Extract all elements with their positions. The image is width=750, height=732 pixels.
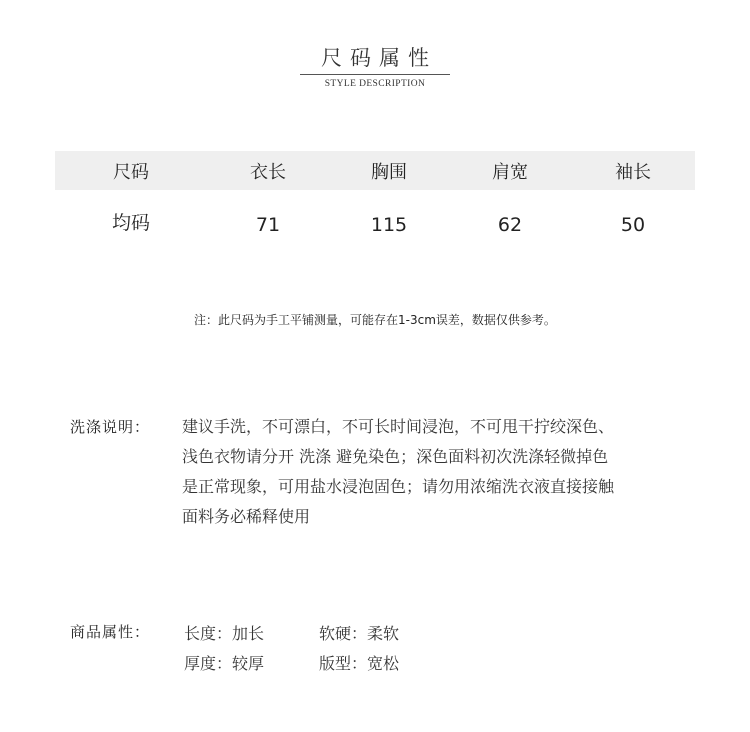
- attribute-softness: 软硬：柔软: [319, 623, 400, 643]
- attribute-row: [184, 617, 454, 647]
- size-table: [55, 151, 695, 260]
- washing-line: 浅色衣物请分开 洗涤 避免染色；深色面料初次洗涤轻微掉色: [182, 447, 609, 466]
- row-cell-size: 均码: [111, 211, 150, 234]
- row-cell-chest: 115: [370, 214, 408, 236]
- washing-label: 洗涤说明：: [70, 418, 151, 436]
- washing-line: 面料务必稀释使用: [182, 507, 311, 526]
- header-cell-size: 尺码: [113, 161, 149, 183]
- title-divider: [300, 74, 450, 75]
- attribute-thickness: 厚度：较厚: [184, 653, 265, 673]
- washing-instructions: [182, 412, 682, 532]
- row-cell-sleeve: 50: [620, 214, 646, 236]
- washing-line: 建议手洗，不可漂白，不可长时间浸泡，不可甩干拧绞深色、: [182, 417, 615, 436]
- page-subtitle: STYLE DESCRIPTION: [324, 79, 426, 89]
- row-cell-length: 71: [255, 214, 281, 236]
- attributes-label: 商品属性：: [70, 623, 151, 641]
- attribute-length: 长度：加长: [184, 623, 265, 643]
- header-cell-shoulder: 肩宽: [492, 161, 528, 183]
- measurement-note: 注：此尺码为手工平铺测量，可能存在1-3cm误差，数据仅供参考。: [194, 313, 556, 327]
- header-cell-length: 衣长: [250, 161, 286, 183]
- attribute-row: [184, 647, 454, 677]
- header-cell-chest: 胸围: [371, 161, 407, 183]
- attributes-grid: [184, 617, 454, 677]
- washing-line: 是正常现象，可用盐水浸泡固色；请勿用浓缩洗衣液直接接触: [182, 477, 615, 496]
- row-cell-shoulder: 62: [497, 214, 523, 236]
- attribute-fit: 版型：宽松: [319, 653, 400, 673]
- section-header: [0, 44, 750, 89]
- page-title: 尺码属性: [321, 46, 437, 70]
- size-table-header: [55, 151, 695, 190]
- table-row: [55, 190, 695, 260]
- header-cell-sleeve: 袖长: [615, 161, 651, 183]
